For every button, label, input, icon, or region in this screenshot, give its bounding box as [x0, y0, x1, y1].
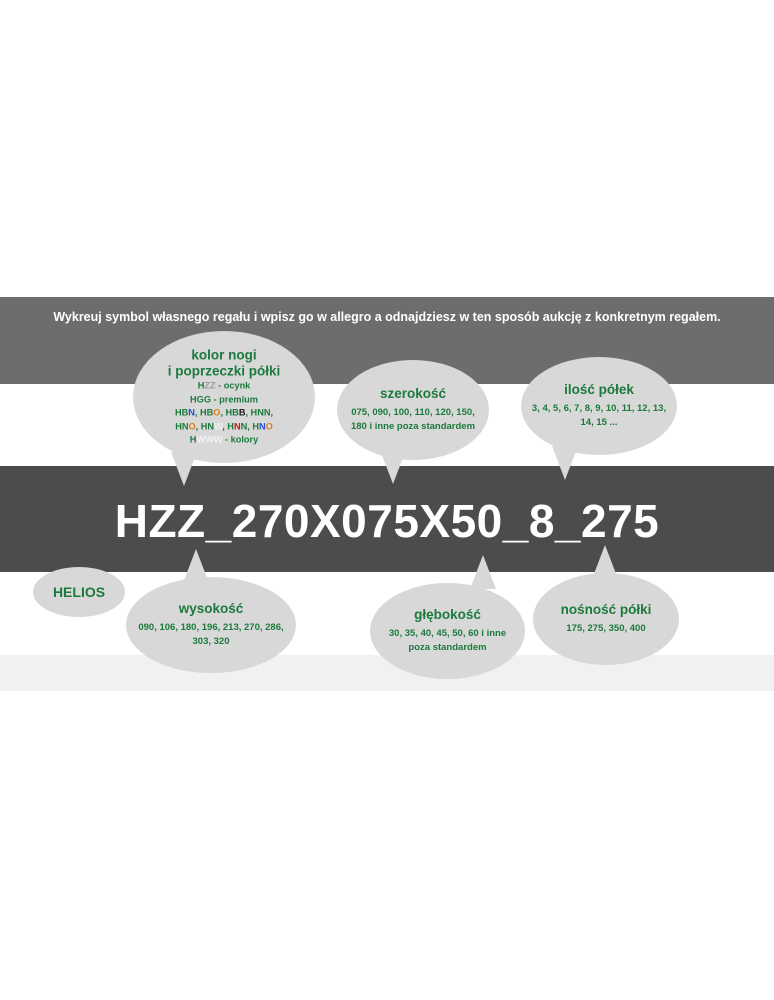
legend-part: H	[197, 380, 205, 391]
legend-part: N	[233, 420, 241, 431]
bubble-wysokosc	[126, 577, 296, 673]
glebokosc-title: głębokość	[414, 607, 481, 622]
bubble-kolor-nogi	[133, 331, 315, 463]
bubble-helios	[33, 567, 125, 617]
glebokosc-values: 30, 35, 40, 45, 50, 60 i inne poza standardem	[388, 628, 507, 653]
legend-part: HGG - premium	[190, 393, 258, 404]
nosnosc-title: nośność półki	[560, 602, 652, 617]
legend-part: O	[188, 420, 196, 431]
legend-line	[141, 433, 307, 447]
bubble-ilosc-polek	[521, 357, 677, 455]
legend-line	[141, 379, 307, 393]
ilosc-polek-title: ilość półek	[564, 382, 634, 397]
kolor-nogi-legend	[141, 379, 307, 447]
bubble-szerokosc	[337, 360, 489, 460]
legend-part: , HNN,	[245, 407, 274, 418]
legend-part: , H	[247, 420, 259, 431]
legend-part: , H	[222, 420, 234, 431]
legend-part: , HB	[220, 407, 239, 418]
legend-part: O	[213, 407, 221, 418]
legend-part: N	[240, 420, 248, 431]
nosnosc-values: 175, 275, 350, 400	[566, 623, 646, 634]
legend-part: - ocynk	[215, 380, 251, 391]
legend-part: O	[265, 420, 273, 431]
legend-part: , HN	[195, 420, 215, 431]
legend-part: W	[214, 420, 223, 431]
szerokosc-values: 075, 090, 100, 110, 120, 150, 180 i inne poza standardem	[350, 407, 476, 432]
glebokosc-tail	[470, 555, 496, 589]
instruction-headline: Wykreuj symbol własnego regału i wpisz go w allegro a odnajdziesz w ten sposób aukcję z konkretnym regałem.	[53, 310, 721, 324]
ilosc-polek-values: 3, 4, 5, 6, 7, 8, 9, 10, 11, 12, 13, 14, 15 ...	[531, 403, 667, 428]
legend-part: N	[188, 407, 195, 418]
bubble-nosnosc-polki	[533, 573, 679, 665]
legend-part: HN	[175, 420, 189, 431]
legend-part: HB	[174, 407, 189, 418]
kolor-nogi-title-line1: kolor nogi	[191, 347, 257, 363]
legend-line	[141, 393, 307, 407]
legend-part: - kolory	[222, 434, 259, 445]
kolor-nogi-title-line2: i poprzeczki półki	[167, 363, 281, 379]
legend-part: H	[189, 434, 197, 445]
bubble-glebokosc	[370, 583, 525, 679]
legend-part: N	[258, 420, 266, 431]
wysokosc-values: 090, 106, 180, 196, 213, 270, 286, 303, 320	[138, 622, 284, 647]
legend-line	[141, 406, 307, 420]
legend-line	[141, 420, 307, 434]
wysokosc-title: wysokość	[178, 601, 244, 616]
legend-part: , HB	[194, 407, 214, 418]
legend-part: WWW	[196, 434, 223, 445]
legend-part: B	[238, 407, 246, 418]
product-code: HZZ_270X075X50_8_275	[114, 495, 660, 547]
legend-part: ZZ	[204, 380, 216, 391]
helios-title: HELIOS	[52, 584, 106, 600]
szerokosc-title: szerokość	[379, 386, 447, 401]
